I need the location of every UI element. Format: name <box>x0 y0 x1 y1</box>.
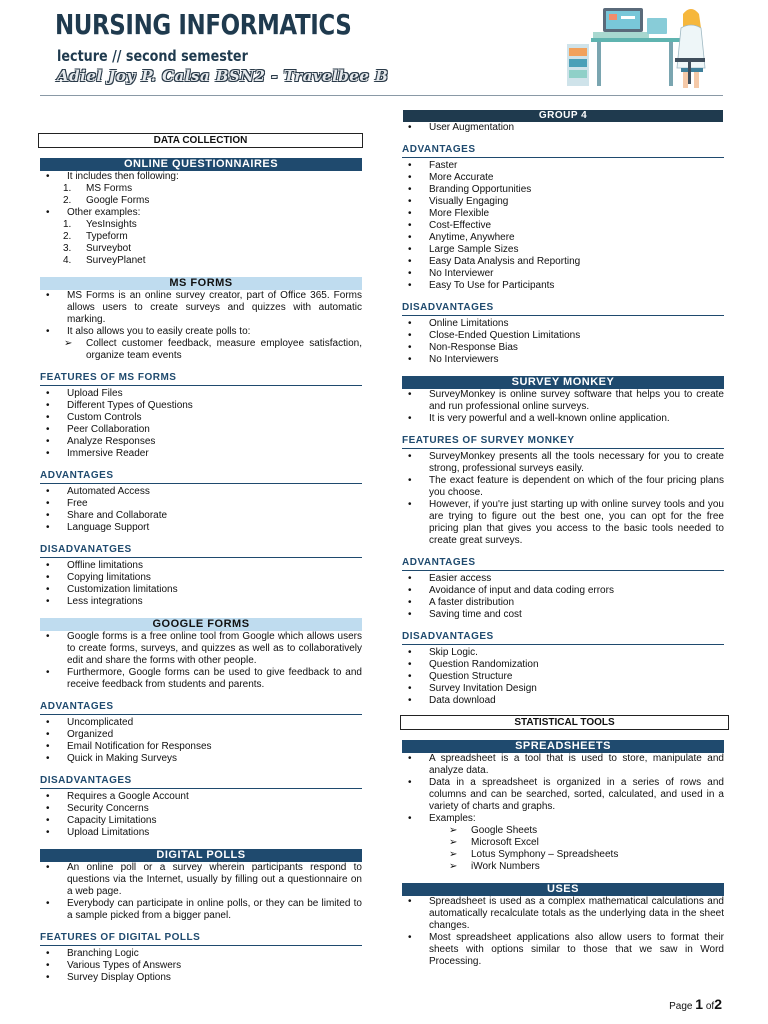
list-item: • User Augmentation <box>402 122 724 134</box>
author-line: Adiel Joy P. Calsa BSN2 - Travelbee B <box>57 67 389 85</box>
list-item: • Immersive Reader <box>40 448 362 460</box>
ms-forms-advantages-list <box>40 486 362 534</box>
list-item: ➢ Collect customer feedback, measure employee satisfaction, organize team events <box>40 338 362 362</box>
list-item: • Customization limitations <box>40 584 362 596</box>
page-title: NURSING INFORMATICS <box>55 8 352 41</box>
list-item: • Less integrations <box>40 596 362 608</box>
list-item: • Non-Response Bias <box>402 342 724 354</box>
digital-polls-advantages-list <box>402 160 724 292</box>
list-item: • Large Sample Sizes <box>402 244 724 256</box>
digital-polls-advantages-heading: ADVANTAGES <box>402 144 724 158</box>
list-item: • Easier access <box>402 573 724 585</box>
list-item: 2. Typeform <box>63 231 128 242</box>
digital-polls-heading: DIGITAL POLLS <box>40 849 362 862</box>
list-item: • Peer Collaboration <box>40 424 362 436</box>
google-forms-disadvantages-list <box>40 791 362 839</box>
list-item: • Different Types of Questions <box>40 400 362 412</box>
header-divider <box>40 95 723 96</box>
features-survey-monkey-list <box>402 451 724 547</box>
list-item: • Avoidance of input and data coding errors <box>402 585 724 597</box>
digital-polls-list <box>40 862 362 922</box>
survey-monkey-list <box>402 389 724 425</box>
list-item: • Online Limitations <box>402 318 724 330</box>
list-item: • SurveyMonkey presents all the tools necessary for you to create strong, professional surveys easily. <box>402 451 724 475</box>
ms-forms-disadvantages-heading: DISADVANATGES <box>40 544 362 558</box>
list-item: • Saving time and cost <box>402 609 724 621</box>
google-forms-heading: GOOGLE FORMS <box>40 618 362 631</box>
list-item: • An online poll or a survey wherein participants respond to questions via the Internet, usually by filling out a questionnaire on a web page. <box>40 862 362 898</box>
features-digital-polls-heading: FEATURES OF DIGITAL POLLS <box>40 932 362 946</box>
list-item: 1. MS Forms <box>63 183 133 194</box>
group-banner: GROUP 4 <box>403 110 723 122</box>
list-item: • Copying limitations <box>40 572 362 584</box>
online-questionnaires-list <box>40 171 362 267</box>
list-item: • Most spreadsheet applications also allow users to format their sheets with options similar to those that we saw in Word Processing. <box>402 932 724 968</box>
list-item: • Security Concerns <box>40 803 362 815</box>
page-subtitle: lecture // second semester <box>57 47 248 65</box>
list-item: • Upload Limitations <box>40 827 362 839</box>
google-forms-advantages-list <box>40 717 362 765</box>
survey-monkey-advantages-heading: ADVANTAGES <box>402 557 724 571</box>
list-item: • SurveyMonkey is online survey software that helps you to create and run professional online surveys. <box>402 389 724 413</box>
features-ms-forms-list <box>40 388 362 460</box>
digital-polls-disadvantages-list <box>402 318 724 366</box>
list-item: • Various Types of Answers <box>40 960 362 972</box>
list-item: • Skip Logic. <box>402 647 724 659</box>
ms-forms-list <box>40 290 362 362</box>
list-item: • Easy To Use for Participants <box>402 280 724 292</box>
ms-forms-advantages-heading: ADVANTAGES <box>40 470 362 484</box>
list-item: • Spreadsheet is used as a complex mathematical calculations and automatically recalculate totals as the underlying data in the sheet changes. <box>402 896 724 932</box>
list-item: • Organized <box>40 729 362 741</box>
features-digital-polls-list <box>40 948 362 984</box>
list-item: • More Flexible <box>402 208 724 220</box>
survey-monkey-disadvantages-list <box>402 647 724 707</box>
total-pages: 2 <box>714 996 722 1012</box>
list-item: • Question Randomization <box>402 659 724 671</box>
features-survey-monkey-heading: FEATURES OF SURVEY MONKEY <box>402 435 724 449</box>
current-page: 1 <box>695 996 704 1012</box>
list-item: • Custom Controls <box>40 412 362 424</box>
features-ms-forms-heading: FEATURES OF MS FORMS <box>40 372 362 386</box>
google-forms-list <box>40 631 362 691</box>
list-item: • However, if you're just starting up with online survey tools and you are trying to figure out the best one, you can opt for the free pricing plan that gives you access to the basic tools needed to create great surveys. <box>402 499 724 547</box>
list-item: • Examples: ➢ Google Sheets ➢ Microsoft Excel ➢ Lotus Symphony – Spreadsheets ➢ iWork Numbers <box>402 813 724 873</box>
google-forms-advantages-heading: ADVANTAGES <box>40 701 362 715</box>
ms-forms-heading: MS FORMS <box>40 277 362 290</box>
list-item: • Cost-Effective <box>402 220 724 232</box>
statistical-tools-box: STATISTICAL TOOLS <box>400 715 729 730</box>
list-item: • Survey Invitation Design <box>402 683 724 695</box>
list-item: • Close-Ended Question Limitations <box>402 330 724 342</box>
list-item: • Branding Opportunities <box>402 184 724 196</box>
uses-heading: USES <box>402 883 724 896</box>
list-item: • Automated Access <box>40 486 362 498</box>
list-item: • Survey Display Options <box>40 972 362 984</box>
list-item: • Faster <box>402 160 724 172</box>
spreadsheets-list <box>402 753 724 873</box>
list-item: • Email Notification for Responses <box>40 741 362 753</box>
page-number <box>669 996 722 1012</box>
google-forms-disadvantages-heading: DISADVANTAGES <box>40 775 362 789</box>
online-questionnaires-heading: ONLINE QUESTIONNAIRES <box>40 158 362 171</box>
list-item: • Offline limitations <box>40 560 362 572</box>
list-item: 4. SurveyPlanet <box>63 255 146 266</box>
list-item: • Share and Collaborate <box>40 510 362 522</box>
right-column <box>402 122 724 968</box>
list-item: • Data in a spreadsheet is organized in a series of rows and columns and can be searched, sorted, calculated, and used in a variety of charts and graphs. <box>402 777 724 813</box>
left-column <box>40 124 362 984</box>
list-item: • Google forms is a free online tool from Google which allows users to create forms, surveys, and quizzes as well as to collaboratively edit and share the forms with other people. <box>40 631 362 667</box>
nurse-computer-illustration-icon <box>563 4 723 92</box>
uses-list <box>402 896 724 968</box>
list-item: 3. Surveybot <box>63 243 132 254</box>
list-item: • More Accurate <box>402 172 724 184</box>
data-collection-box: DATA COLLECTION <box>38 133 363 148</box>
survey-monkey-disadvantages-heading: DISADVANTAGES <box>402 631 724 645</box>
list-item: • Quick in Making Surveys <box>40 753 362 765</box>
list-item: • A spreadsheet is a tool that is used to store, manipulate and analyze data. <box>402 753 724 777</box>
list-item: • Upload Files <box>40 388 362 400</box>
list-item: • Question Structure <box>402 671 724 683</box>
digital-polls-features-continued <box>402 122 724 134</box>
list-item: • Easy Data Analysis and Reporting <box>402 256 724 268</box>
list-item: • Analyze Responses <box>40 436 362 448</box>
of-label: of <box>705 1001 715 1012</box>
list-item: • The exact feature is dependent on which of the four pricing plans you choose. <box>402 475 724 499</box>
list-item: • Requires a Google Account <box>40 791 362 803</box>
list-item: • Anytime, Anywhere <box>402 232 724 244</box>
list-item: • It is very powerful and a well-known online application. <box>402 413 724 425</box>
list-item: ➢ Microsoft Excel <box>402 837 724 849</box>
page-label: Page <box>669 1001 693 1012</box>
list-item: • No Interviewer <box>402 268 724 280</box>
list-item: • Language Support <box>40 522 362 534</box>
list-item: • Everybody can participate in online polls, or they can be limited to a sample picked from a bigger panel. <box>40 898 362 922</box>
list-item: • A faster distribution <box>402 597 724 609</box>
list-item: • Data download <box>402 695 724 707</box>
list-item: • Furthermore, Google forms can be used to give feedback to and receive feedback from students and parents. <box>40 667 362 691</box>
list-item: 2. Google Forms <box>63 195 150 206</box>
list-item: • Visually Engaging <box>402 196 724 208</box>
spreadsheets-heading: SPREADSHEETS <box>402 740 724 753</box>
list-item: • Uncomplicated <box>40 717 362 729</box>
list-item: • It also allows you to easily create polls to: ➢ Collect customer feedback, measure employee satisfaction, organize team events <box>40 326 362 362</box>
list-item: • Other examples: 1. YesInsights 2. Typeform 3. Surveybot 4. SurveyPlanet <box>40 207 362 267</box>
list-item: 1. YesInsights <box>63 219 137 230</box>
list-item: ➢ Google Sheets <box>402 825 724 837</box>
list-item: ➢ Lotus Symphony – Spreadsheets <box>402 849 724 861</box>
list-item: ➢ iWork Numbers <box>402 861 724 873</box>
list-item: • Capacity Limitations <box>40 815 362 827</box>
digital-polls-disadvantages-heading: DISADVANTAGES <box>402 302 724 316</box>
survey-monkey-advantages-list <box>402 573 724 621</box>
ms-forms-disadvantages-list <box>40 560 362 608</box>
list-item: • Free <box>40 498 362 510</box>
list-item: • No Interviewers <box>402 354 724 366</box>
list-item: • Branching Logic <box>40 948 362 960</box>
survey-monkey-heading: SURVEY MONKEY <box>402 376 724 389</box>
list-item: • MS Forms is an online survey creator, part of Office 365. Forms allows users to create surveys and quizzes with automatic marking. <box>40 290 362 326</box>
list-item: • It includes then following: 1. MS Forms 2. Google Forms <box>40 171 362 207</box>
